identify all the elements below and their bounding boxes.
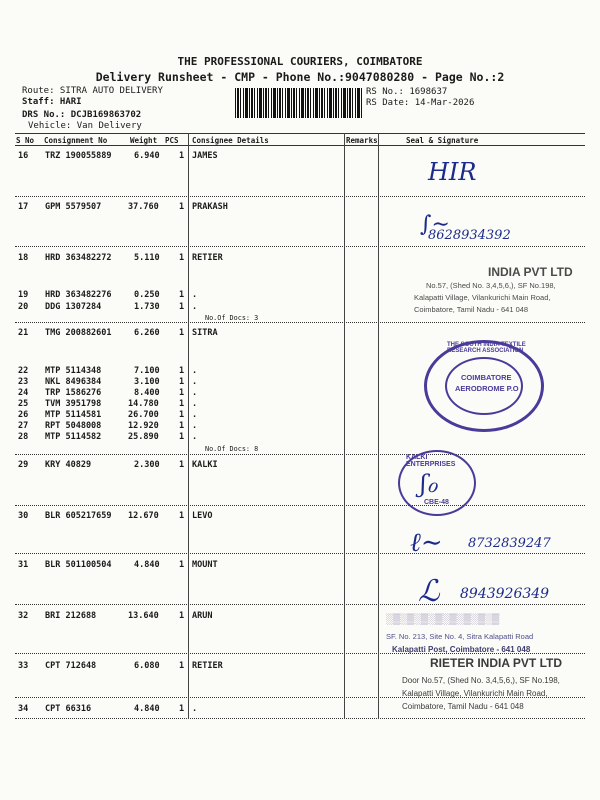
row-pcs: 1 xyxy=(179,560,185,570)
row-consignee: SITRA xyxy=(192,328,218,338)
col-header-seal-signature: Seal & Signature xyxy=(406,136,479,145)
handwritten-signature-mark: ℒ xyxy=(418,574,440,609)
row-consignment-no: BLR 501100504 xyxy=(45,560,112,570)
drs-number: DRS No.: DCJB169863702 xyxy=(22,110,142,120)
row-divider xyxy=(15,246,585,247)
company-stamp-address: Kalapatti Post, Coimbatore - 641 048 xyxy=(392,645,531,654)
seal-outer-text: THE SOUTH INDIA TEXTILE RESEARCH ASSOCIATION xyxy=(447,342,526,354)
row-weight: 3.100 xyxy=(134,377,160,387)
row-consignee: . xyxy=(192,302,198,312)
row-consignment-no: DDG 1307284 xyxy=(45,302,102,312)
row-pcs: 1 xyxy=(179,202,185,212)
row-consignment-no: BRI 212688 xyxy=(45,611,97,621)
row-consignment-no: NKL 8496384 xyxy=(45,377,102,387)
row-consignment-no: CPT 712648 xyxy=(45,661,97,671)
row-sno: 28 xyxy=(18,432,29,442)
row-pcs: 1 xyxy=(179,328,185,338)
row-consignee: . xyxy=(192,399,198,409)
row-divider xyxy=(15,322,585,323)
seal-inner-text: AERODROME P.O xyxy=(455,384,519,393)
row-weight: 6.940 xyxy=(134,151,160,161)
row-divider xyxy=(15,604,585,605)
row-consignment-no: HRD 363482272 xyxy=(45,253,112,263)
row-consignee: JAMES xyxy=(192,151,218,161)
column-divider xyxy=(344,133,345,719)
row-pcs: 1 xyxy=(179,290,185,300)
runsheet-subtitle: Delivery Runsheet - CMP - Phone No.:9047080280 - Page No.:2 xyxy=(95,70,505,84)
handwritten-phone-number: 8628934392 xyxy=(428,228,511,243)
row-sno: 19 xyxy=(18,290,29,300)
company-stamp-address: Coimbatore, Tamil Nadu - 641 048 xyxy=(414,305,529,314)
company-stamp-address: No.57, (Shed No. 3,4,5,6,), SF No.198, xyxy=(426,281,556,290)
row-pcs: 1 xyxy=(179,511,185,521)
row-consignment-no: CPT 66316 xyxy=(45,704,92,714)
col-header-consignment: Consignment No xyxy=(44,136,108,145)
row-sno: 16 xyxy=(18,151,29,161)
staff-label: Staff: HARI xyxy=(22,97,82,107)
row-consignee: KALKI xyxy=(192,460,218,470)
row-pcs: 1 xyxy=(179,661,185,671)
row-sno: 27 xyxy=(18,421,29,431)
seal-outer-text: KALKI ENTERPRISES xyxy=(406,454,456,468)
row-pcs: 1 xyxy=(179,302,185,312)
handwritten-phone-number: 8943926349 xyxy=(460,586,550,602)
row-consignee: PRAKASH xyxy=(192,202,228,212)
docs-count-note: No.Of Docs: 8 xyxy=(205,445,259,453)
company-stamp-address: Door No.57, (Shed No. 3,4,5,6,), SF No.198, xyxy=(402,676,560,685)
row-weight: 4.840 xyxy=(134,704,160,714)
col-header-consignee: Consignee Details xyxy=(192,136,269,145)
docs-count-note: No.Of Docs: 3 xyxy=(205,314,259,322)
handwritten-phone-number: 8732839247 xyxy=(468,536,551,551)
row-pcs: 1 xyxy=(179,421,185,431)
row-weight: 2.300 xyxy=(134,460,160,470)
row-consignee: . xyxy=(192,410,198,420)
row-consignment-no: MTP 5114581 xyxy=(45,410,102,420)
row-pcs: 1 xyxy=(179,388,185,398)
column-divider xyxy=(378,133,379,719)
row-consignment-no: BLR 605217659 xyxy=(45,511,112,521)
row-weight: 0.250 xyxy=(134,290,160,300)
row-sno: 24 xyxy=(18,388,29,398)
col-header-weight: Weight xyxy=(130,136,158,145)
row-divider xyxy=(15,454,585,455)
row-weight: 13.640 xyxy=(128,611,159,621)
row-pcs: 1 xyxy=(179,151,185,161)
row-consignee: . xyxy=(192,377,198,387)
row-consignee: . xyxy=(192,432,198,442)
row-consignment-no: TRP 1586276 xyxy=(45,388,102,398)
row-consignee: . xyxy=(192,290,198,300)
row-consignee: MOUNT xyxy=(192,560,218,570)
row-pcs: 1 xyxy=(179,460,185,470)
row-pcs: 1 xyxy=(179,704,185,714)
row-weight: 12.920 xyxy=(128,421,159,431)
row-sno: 26 xyxy=(18,410,29,420)
rs-date: RS Date: 14-Mar-2026 xyxy=(366,98,475,108)
company-stamp-address: Kalapatti Village, Vilankurichi Main Road, xyxy=(402,689,548,698)
row-weight: 37.760 xyxy=(128,202,159,212)
company-stamp-address: SF. No. 213, Site No. 4, Sitra Kalapatti Road xyxy=(386,632,534,641)
row-sno: 31 xyxy=(18,560,29,570)
table-top-border xyxy=(15,133,585,134)
row-consignee: RETIER xyxy=(192,661,223,671)
row-pcs: 1 xyxy=(179,377,185,387)
row-divider xyxy=(15,196,585,197)
handwritten-signature-mark: ʃℴ xyxy=(420,470,438,498)
row-consignment-no: HRD 363482276 xyxy=(45,290,112,300)
company-title: THE PROFESSIONAL COURIERS, COIMBATORE xyxy=(177,55,423,68)
row-sno: 33 xyxy=(18,661,29,671)
row-sno: 18 xyxy=(18,253,29,263)
company-stamp-address: Coimbatore, Tamil Nadu - 641 048 xyxy=(402,702,524,711)
row-pcs: 1 xyxy=(179,410,185,420)
barcode-image xyxy=(235,88,362,118)
row-consignment-no: TMG 200882601 xyxy=(45,328,112,338)
row-consignee: LEVO xyxy=(192,511,213,521)
row-divider xyxy=(15,505,585,506)
row-consignment-no: GPM 5579507 xyxy=(45,202,102,212)
row-sno: 34 xyxy=(18,704,29,714)
row-pcs: 1 xyxy=(179,399,185,409)
rs-number: RS No.: 1698637 xyxy=(366,87,448,97)
company-stamp-address: Kalapatti Village, Vilankurichi Main Road, xyxy=(414,293,551,302)
row-sno: 30 xyxy=(18,511,29,521)
row-weight: 1.730 xyxy=(134,302,160,312)
row-consignment-no: MTP 5114582 xyxy=(45,432,102,442)
row-consignee: . xyxy=(192,704,198,714)
vehicle-label: Vehicle: Van Delivery xyxy=(28,121,142,131)
handwritten-signature-mark: ℓ∼ xyxy=(410,528,443,558)
route-label: Route: SITRA AUTO DELIVERY xyxy=(22,86,163,96)
row-weight: 8.400 xyxy=(134,388,160,398)
row-weight: 7.100 xyxy=(134,366,160,376)
sitra-seal-stamp xyxy=(424,340,544,432)
row-divider xyxy=(15,718,585,719)
row-pcs: 1 xyxy=(179,432,185,442)
row-consignee: ARUN xyxy=(192,611,213,621)
row-pcs: 1 xyxy=(179,366,185,376)
row-weight: 5.110 xyxy=(134,253,160,263)
row-weight: 26.700 xyxy=(128,410,159,420)
row-consignee: . xyxy=(192,421,198,431)
col-header-pcs: PCS xyxy=(165,136,179,145)
company-stamp-name: RIETER INDIA PVT LTD xyxy=(430,656,562,670)
row-sno: 22 xyxy=(18,366,29,376)
row-weight: 6.080 xyxy=(134,661,160,671)
row-divider xyxy=(15,553,585,554)
column-divider xyxy=(188,133,189,719)
row-consignment-no: TRZ 190055889 xyxy=(45,151,112,161)
row-consignee: . xyxy=(192,366,198,376)
row-consignment-no: TVM 3951798 xyxy=(45,399,102,409)
row-sno: 32 xyxy=(18,611,29,621)
handwritten-signature-mark: ∫∼ xyxy=(420,212,450,237)
row-weight: 6.260 xyxy=(134,328,160,338)
row-sno: 29 xyxy=(18,460,29,470)
row-sno: 20 xyxy=(18,302,29,312)
col-header-remarks: Remarks xyxy=(346,136,378,145)
company-stamp-name: INDIA PVT LTD xyxy=(488,265,573,279)
row-weight: 4.840 xyxy=(134,560,160,570)
col-header-sno: S No xyxy=(16,136,35,145)
row-pcs: 1 xyxy=(179,611,185,621)
seal-inner-text: CBE-48 xyxy=(424,499,449,506)
row-weight: 14.780 xyxy=(128,399,159,409)
row-sno: 21 xyxy=(18,328,29,338)
table-header-border xyxy=(15,145,585,146)
row-consignment-no: KRY 40829 xyxy=(45,460,92,470)
row-sno: 17 xyxy=(18,202,29,212)
row-sno: 23 xyxy=(18,377,29,387)
row-consignment-no: MTP 5114348 xyxy=(45,366,102,376)
row-consignee: RETIER xyxy=(192,253,223,263)
row-consignment-no: RPT 5048008 xyxy=(45,421,102,431)
row-pcs: 1 xyxy=(179,253,185,263)
seal-inner-text: COIMBATORE xyxy=(461,373,512,382)
row-sno: 25 xyxy=(18,399,29,409)
kalki-seal-stamp xyxy=(398,450,476,516)
row-weight: 25.890 xyxy=(128,432,159,442)
handwritten-signature: HIR xyxy=(428,158,477,186)
row-weight: 12.670 xyxy=(128,511,159,521)
stamp-smudged-name: ░▒░▒░▒░▒░▒░▒░▒░▒ xyxy=(386,614,500,625)
row-consignee: . xyxy=(192,388,198,398)
